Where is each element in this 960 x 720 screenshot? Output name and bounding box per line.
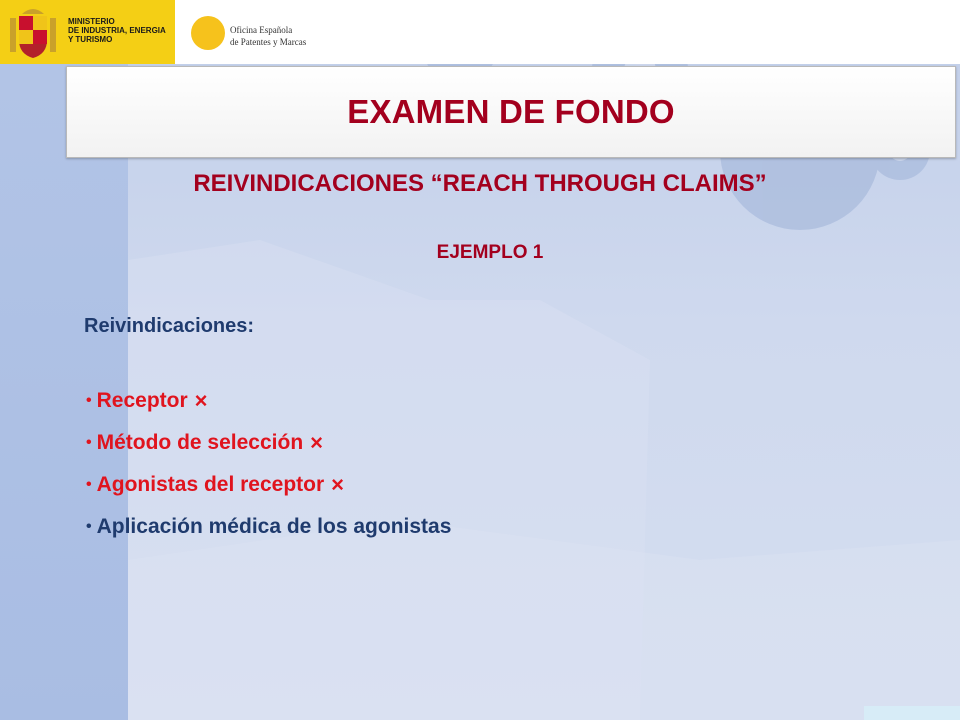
office-line-2: de Patentes y Marcas: [230, 37, 307, 47]
claims-label: Reivindicaciones:: [84, 315, 255, 337]
bullet: •: [86, 476, 92, 493]
bullet: •: [86, 392, 92, 409]
bullet: •: [86, 434, 92, 451]
slide-title: EXAMEN DE FONDO: [347, 93, 675, 130]
top-bar: [0, 0, 960, 64]
ministry-line-3: Y TURISMO: [68, 35, 113, 44]
cross-mark-icon: ×: [194, 388, 208, 413]
claim-text: Aplicación médica de los agonistas: [96, 515, 452, 538]
corner-tab: [864, 706, 960, 720]
claim-text: Receptor: [96, 389, 188, 412]
claim-item: [86, 464, 458, 506]
claim-item: [86, 506, 458, 548]
cross-mark-icon: ×: [310, 430, 324, 455]
title-box: [66, 66, 956, 158]
claim-item: [86, 422, 458, 464]
office-logo: [176, 4, 314, 62]
claims-list: [86, 380, 458, 548]
ministry-line-2: DE INDUSTRIA, ENERGIA: [68, 26, 166, 35]
bullet: •: [86, 518, 92, 535]
ministry-logo: [0, 0, 175, 64]
claim-text: Método de selección: [96, 431, 304, 454]
slide-subtitle: REIVINDICACIONES “REACH THROUGH CLAIMS”: [193, 170, 767, 197]
ministry-line-1: MINISTERIO: [68, 17, 115, 26]
cross-mark-icon: ×: [331, 472, 345, 497]
claim-item: [86, 380, 458, 422]
claim-text: Agonistas del receptor: [96, 473, 325, 496]
office-line-1: Oficina Española: [230, 25, 293, 35]
coat-of-arms-icon: [8, 4, 58, 60]
oepm-emblem-icon: [182, 10, 226, 56]
example-heading: EJEMPLO 1: [436, 242, 544, 263]
